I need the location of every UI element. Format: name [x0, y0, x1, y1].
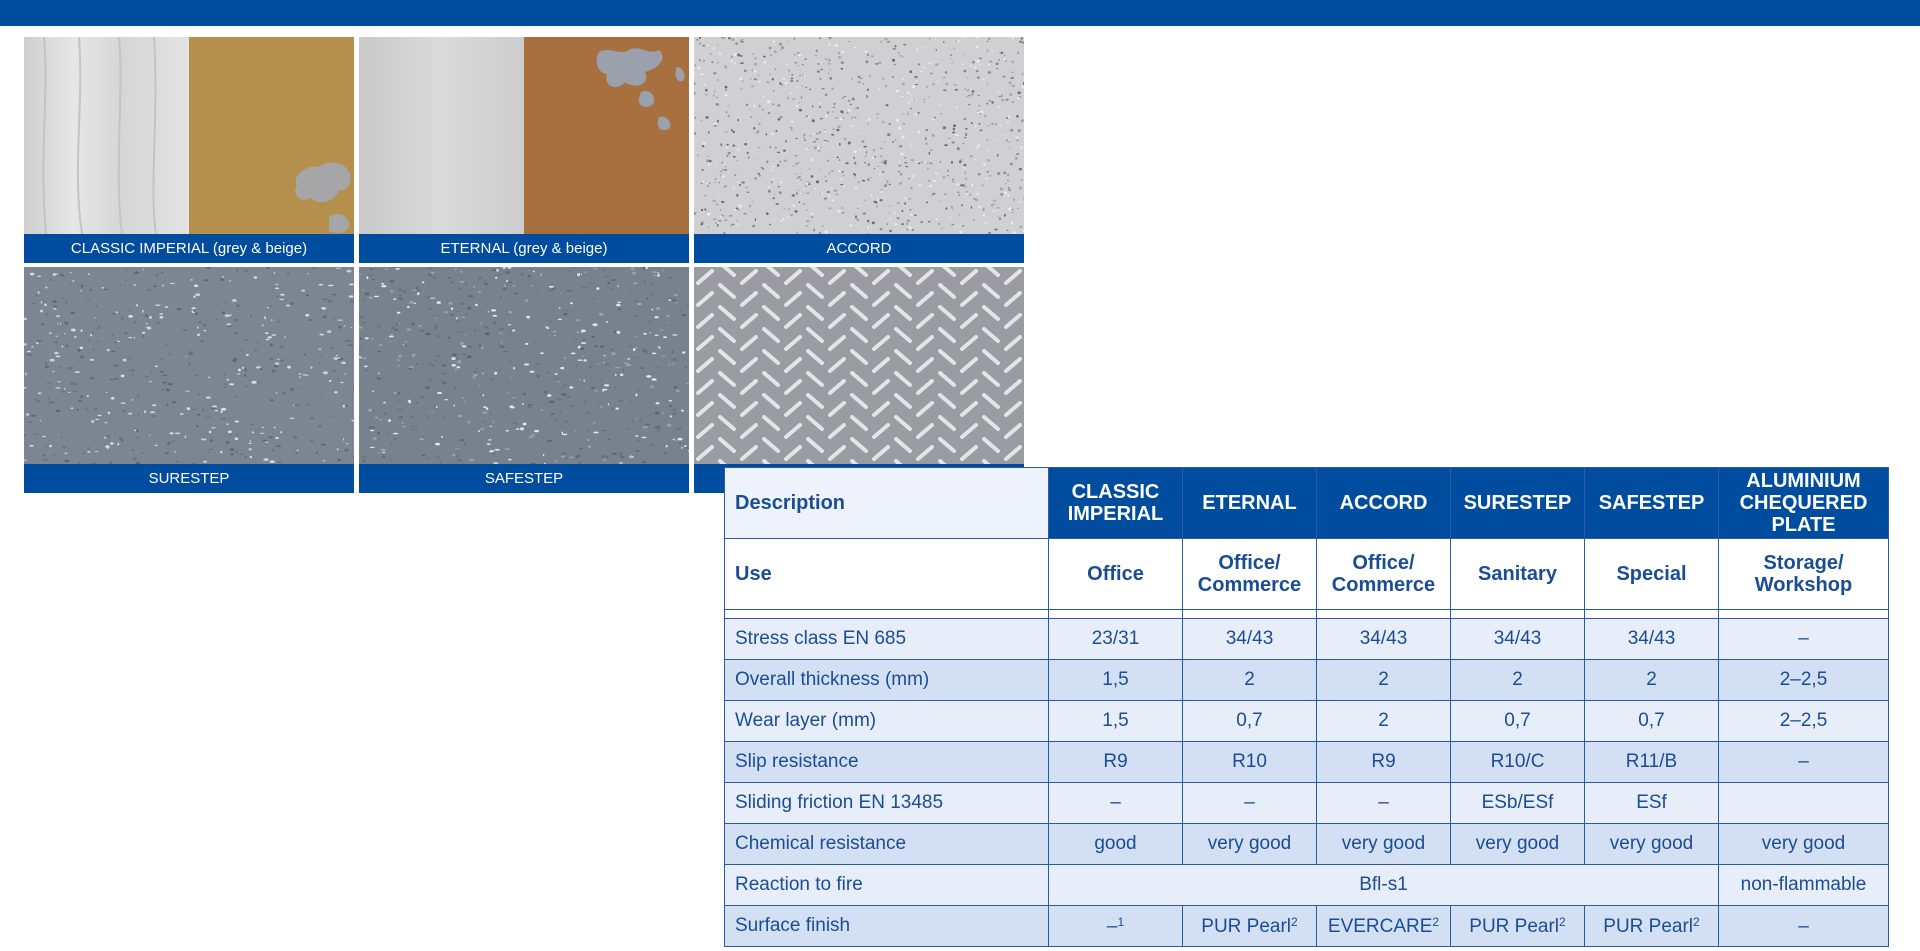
- use-cell: Office/ Commerce: [1317, 539, 1451, 610]
- swatch-classic-imperial: [24, 37, 354, 263]
- finish-cell: [1451, 906, 1585, 947]
- use-cell: Office: [1049, 539, 1183, 610]
- table-cell: very good: [1585, 824, 1719, 865]
- table-cell: R10: [1183, 742, 1317, 783]
- table-cell: very good: [1183, 824, 1317, 865]
- footnote-marker: 2: [1559, 914, 1566, 929]
- footnote-marker: 2: [1291, 914, 1298, 929]
- swatch-safestep: [359, 267, 689, 493]
- table-row-finish: [725, 906, 1889, 947]
- use-cell: Special: [1585, 539, 1719, 610]
- table-cell: 34/43: [1451, 619, 1585, 660]
- surestep-texture-image: [24, 267, 354, 464]
- accord-texture-image: [694, 37, 1024, 234]
- table-cell: R9: [1317, 742, 1451, 783]
- eternal-texture-image: [359, 37, 689, 234]
- footnote-marker: 1: [1117, 914, 1125, 929]
- swatch-caption: SURESTEP: [24, 464, 354, 493]
- table-cell: 23/31: [1049, 619, 1183, 660]
- table-cell: 2: [1317, 660, 1451, 701]
- table-cell: very good: [1719, 824, 1889, 865]
- finish-value: PUR Pearl: [1469, 915, 1560, 937]
- table-cell: 34/43: [1183, 619, 1317, 660]
- swatch-caption: ACCORD: [694, 234, 1024, 263]
- table-cell: 1,5: [1049, 701, 1183, 742]
- column-header-surestep: SURESTEP: [1451, 468, 1585, 539]
- fire-aluminium-cell: non-flammable: [1719, 865, 1889, 906]
- use-row: [725, 539, 1889, 610]
- finish-cell: [1049, 906, 1183, 947]
- table-cell: [1719, 783, 1889, 824]
- swatch-caption: ETERNAL (grey & beige): [359, 234, 689, 263]
- row-label: Overall thickness (mm): [725, 660, 1049, 701]
- safestep-texture-image: [359, 267, 689, 464]
- spacer-row: [725, 610, 1889, 619]
- table-cell: 34/43: [1585, 619, 1719, 660]
- finish-value: EVERCARE: [1327, 915, 1433, 937]
- finish-value: –: [1798, 915, 1809, 937]
- swatch-aluminium: [694, 267, 1024, 493]
- fire-shared-cell: Bfl-s1: [1049, 865, 1719, 906]
- table-row: [725, 660, 1889, 701]
- table-cell: –: [1049, 783, 1183, 824]
- table-row: [725, 783, 1889, 824]
- table-cell: 1,5: [1049, 660, 1183, 701]
- table-row: [725, 619, 1889, 660]
- table-cell: 0,7: [1183, 701, 1317, 742]
- table-row-fire: [725, 865, 1889, 906]
- column-header-safestep: SAFESTEP: [1585, 468, 1719, 539]
- specification-table: [724, 467, 1889, 947]
- table-cell: –: [1719, 742, 1889, 783]
- header-row: [725, 468, 1889, 539]
- table-cell: ESb/ESf: [1451, 783, 1585, 824]
- classic-imperial-texture-image: [24, 37, 354, 234]
- table-cell: 2: [1317, 701, 1451, 742]
- finish-cell: [1719, 906, 1889, 947]
- column-header-classic-imperial: CLASSIC IMPERIAL: [1049, 468, 1183, 539]
- swatch-surestep: [24, 267, 354, 493]
- table-cell: 2–2,5: [1719, 701, 1889, 742]
- table-cell: R11/B: [1585, 742, 1719, 783]
- finish-value: –: [1106, 915, 1118, 937]
- table-cell: 2: [1451, 660, 1585, 701]
- table-row: [725, 824, 1889, 865]
- row-label: Wear layer (mm): [725, 701, 1049, 742]
- column-header-accord: ACCORD: [1317, 468, 1451, 539]
- row-label: Chemical resistance: [725, 824, 1049, 865]
- table-cell: very good: [1451, 824, 1585, 865]
- table-cell: 2–2,5: [1719, 660, 1889, 701]
- table-cell: 0,7: [1585, 701, 1719, 742]
- swatch-caption: CLASSIC IMPERIAL (grey & beige): [24, 234, 354, 263]
- table-cell: –: [1183, 783, 1317, 824]
- table-cell: –: [1719, 619, 1889, 660]
- finish-value: PUR Pearl: [1201, 915, 1292, 937]
- table-cell: 34/43: [1317, 619, 1451, 660]
- use-cell: Sanitary: [1451, 539, 1585, 610]
- table-cell: 0,7: [1451, 701, 1585, 742]
- finish-cell: [1317, 906, 1451, 947]
- use-cell: Storage/ Workshop: [1719, 539, 1889, 610]
- footnote-marker: 2: [1432, 914, 1440, 929]
- aluminium-texture-image: [694, 267, 1024, 464]
- table-cell: –: [1317, 783, 1451, 824]
- row-label: Surface finish: [725, 906, 1049, 947]
- table-row: [725, 742, 1889, 783]
- column-header-eternal: ETERNAL: [1183, 468, 1317, 539]
- swatch-accord: [694, 37, 1024, 263]
- top-brand-bar: [0, 0, 1920, 26]
- table-cell: 2: [1183, 660, 1317, 701]
- use-cell: Office/ Commerce: [1183, 539, 1317, 610]
- table-row: [725, 701, 1889, 742]
- row-label: Slip resistance: [725, 742, 1049, 783]
- table-cell: ESf: [1585, 783, 1719, 824]
- column-header-aluminium: ALUMINIUM CHEQUERED PLATE: [1719, 468, 1889, 539]
- finish-value: PUR Pearl: [1603, 915, 1694, 937]
- finish-cell: [1585, 906, 1719, 947]
- description-header: Description: [725, 468, 1049, 539]
- row-label: Stress class EN 685: [725, 619, 1049, 660]
- row-label: Reaction to fire: [725, 865, 1049, 906]
- finish-cell: [1183, 906, 1317, 947]
- table-cell: good: [1049, 824, 1183, 865]
- table-cell: very good: [1317, 824, 1451, 865]
- row-label: Sliding friction EN 13485: [725, 783, 1049, 824]
- data-rows: [725, 619, 1889, 865]
- table-cell: R10/C: [1451, 742, 1585, 783]
- use-label: Use: [725, 539, 1049, 610]
- table-cell: 2: [1585, 660, 1719, 701]
- footnote-marker: 2: [1693, 914, 1700, 929]
- swatch-eternal: [359, 37, 689, 263]
- table-cell: R9: [1049, 742, 1183, 783]
- swatch-caption: SAFESTEP: [359, 464, 689, 493]
